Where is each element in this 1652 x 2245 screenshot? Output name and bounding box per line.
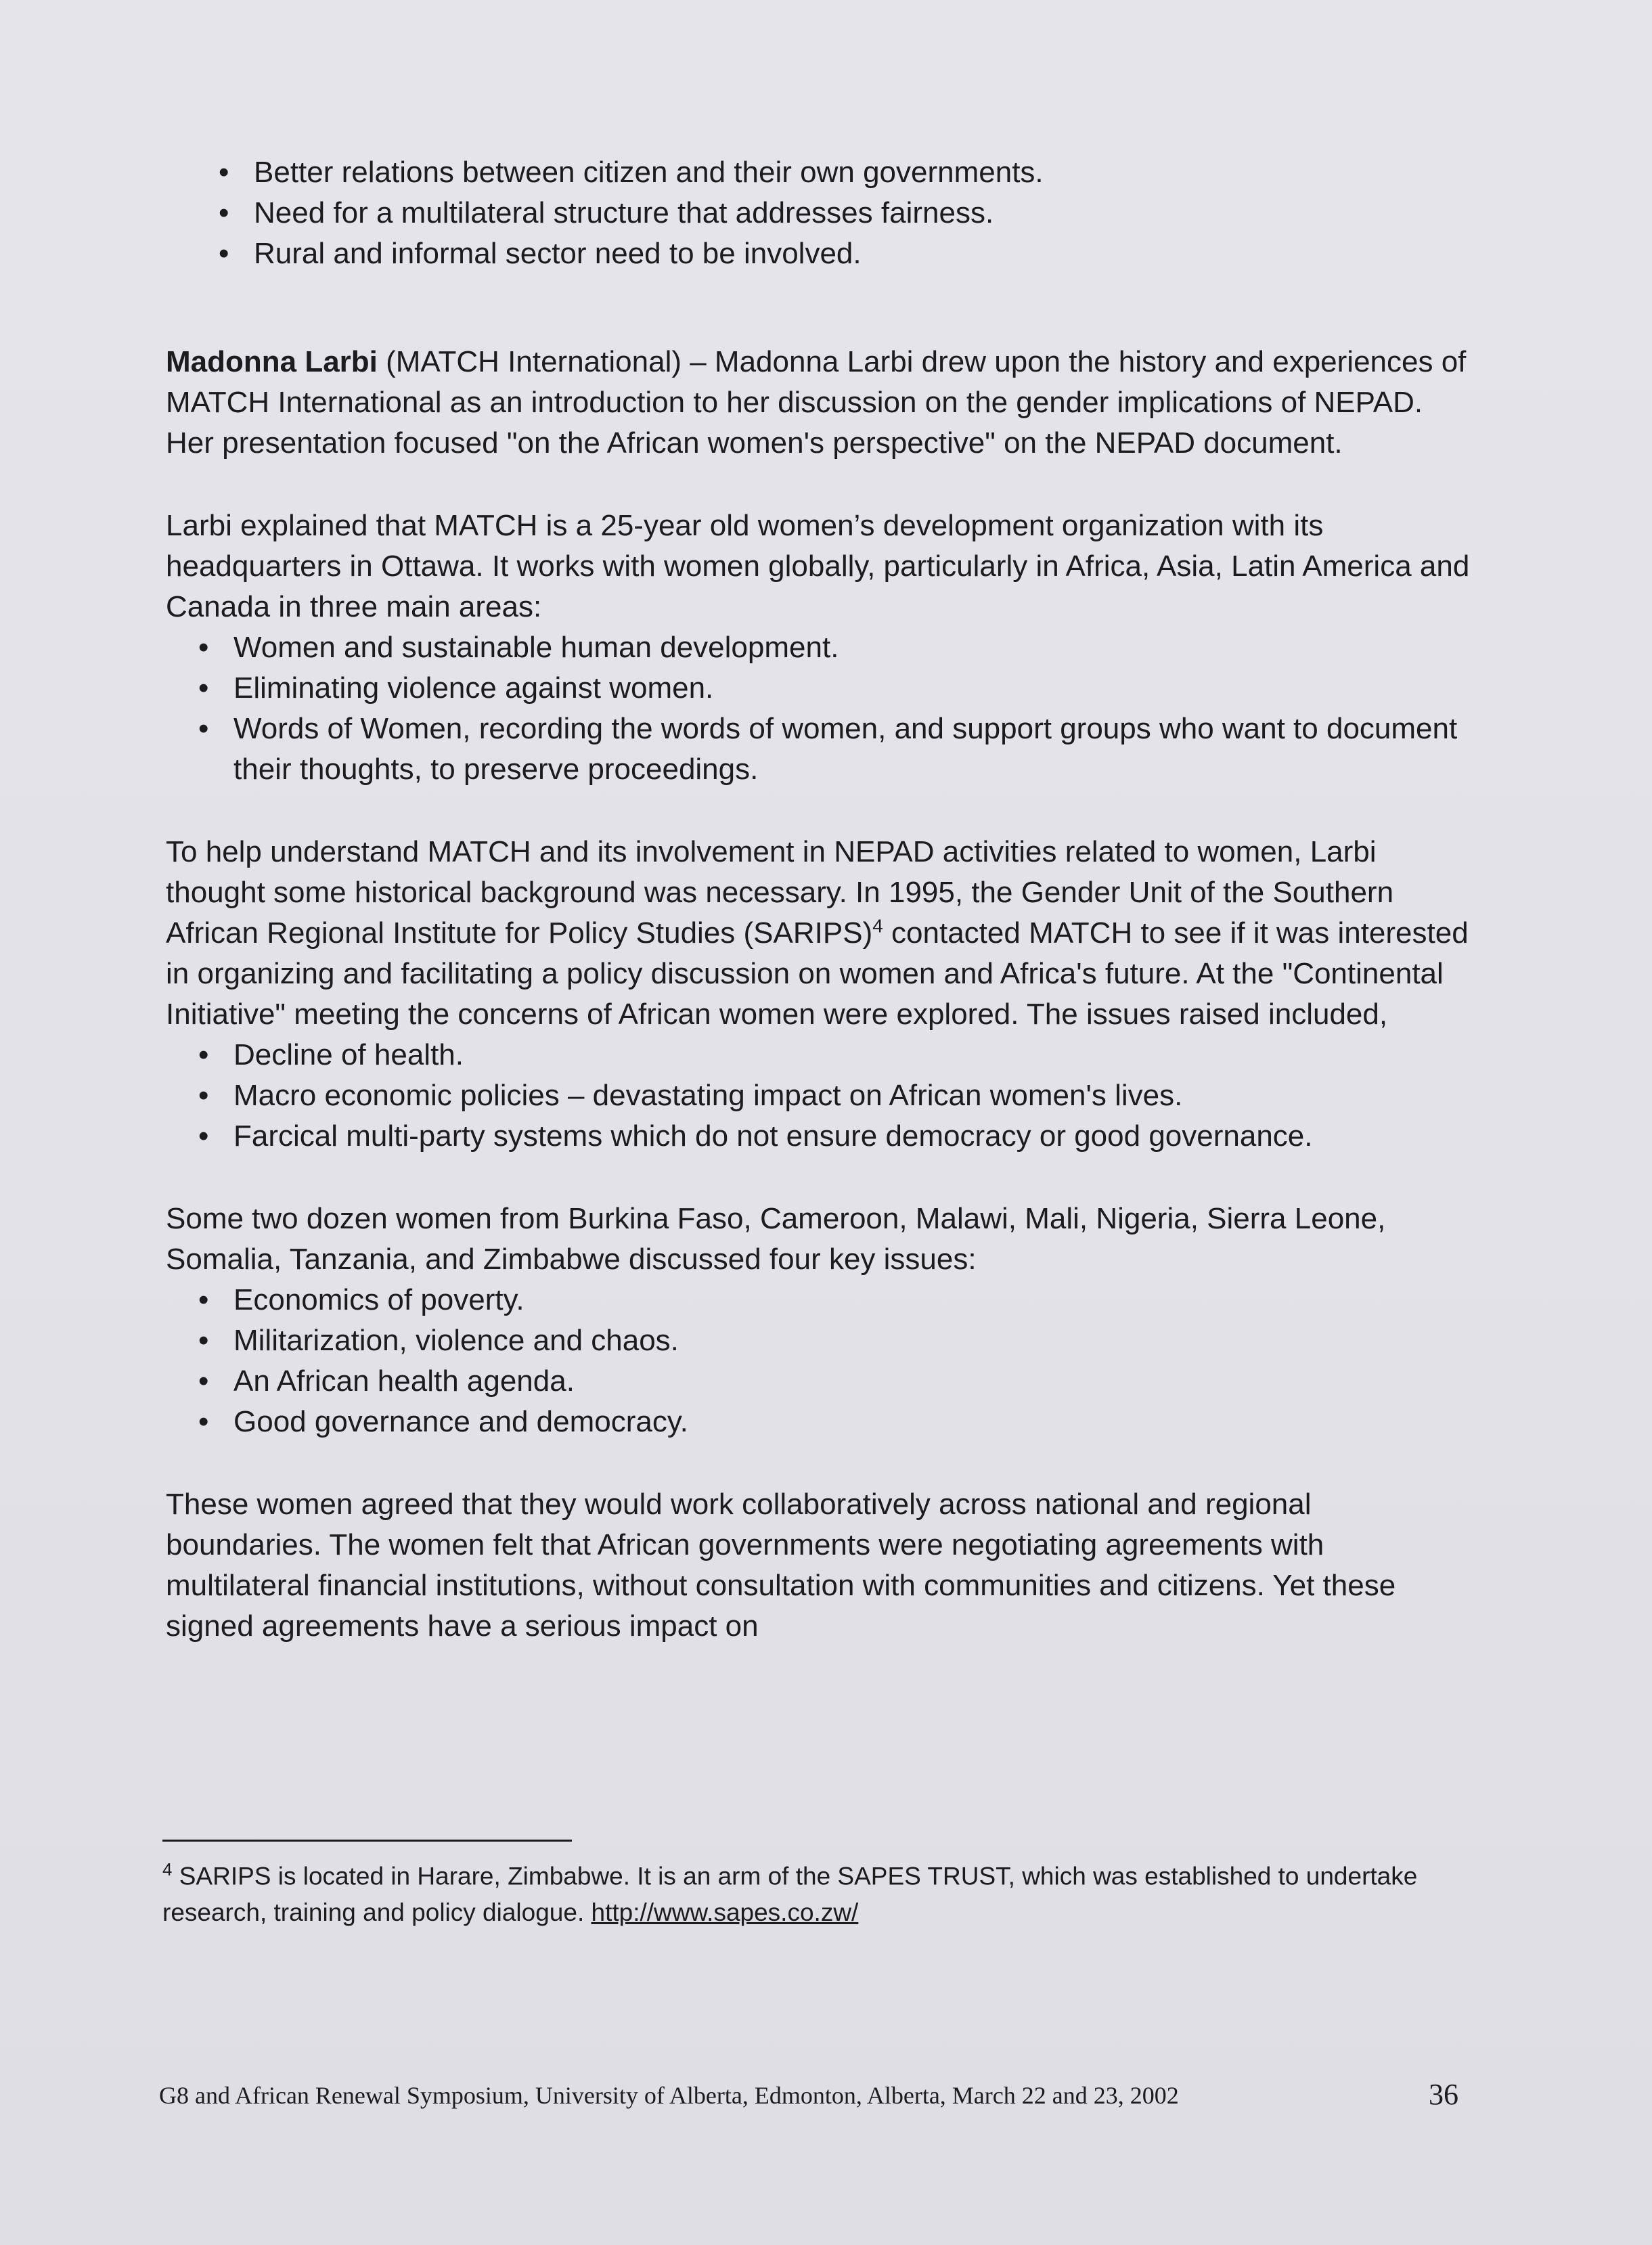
- paragraph-text: To help understand MATCH and its involvement in NEPAD activities related to women, Larbi thought some historical background was necessary. In 1995, the Gender Unit of the Southern African Regional Institute for Policy Studies (SARIPS): [166, 835, 1394, 950]
- list-item-text: Decline of health.: [233, 1038, 464, 1071]
- paragraph-match-overview: Larbi explained that MATCH is a 25-year old women’s development organization with its headquarters in Ottawa. It works with women globally, particularly in Africa, Asia, Latin America and Canada in three main areas:: [166, 509, 1470, 623]
- list-item-text: Rural and informal sector need to be involved.: [254, 237, 862, 270]
- list-item: [179, 627, 1472, 668]
- paragraph-text: contacted MATCH to see if it was interested in organizing and facilitating a policy discussion on women and Africa's future. At the "Continental Initiative" meeting the concerns of African women were explored. The issues raised included,: [166, 916, 1469, 1031]
- page-footer: [159, 2078, 1458, 2111]
- list-item-text: Better relations between citizen and their own governments.: [254, 156, 1044, 189]
- list-item: [200, 234, 1472, 274]
- bullet-icon: •: [198, 712, 209, 745]
- bullet-icon: •: [198, 671, 209, 705]
- footer-citation: G8 and African Renewal Symposium, University of Alberta, Edmonton, Alberta, March 22 and 23, 2002: [159, 2082, 1179, 2109]
- areas-bullet-list: [179, 627, 1472, 790]
- list-item: [179, 709, 1472, 790]
- list-item: [179, 1361, 1472, 1402]
- paragraph-key-issues: Some two dozen women from Burkina Faso, Cameroon, Malawi, Mali, Nigeria, Sierra Leone, Somalia, Tanzania, and Zimbabwe discussed four key issues:: [166, 1202, 1386, 1276]
- bullet-icon: •: [219, 156, 229, 189]
- list-item: [179, 1402, 1472, 1442]
- bullet-icon: •: [198, 1119, 209, 1153]
- footnote-divider: [162, 1840, 572, 1842]
- top-bullet-list: [200, 152, 1472, 274]
- list-item-text: Militarization, violence and chaos.: [233, 1324, 679, 1357]
- bullet-icon: •: [198, 1364, 209, 1398]
- speaker-name: Madonna Larbi: [166, 345, 378, 378]
- list-item-text: Economics of poverty.: [233, 1283, 524, 1316]
- list-item-text: Women and sustainable human development.: [233, 631, 839, 664]
- list-item: [179, 668, 1472, 709]
- list-item: [179, 1035, 1472, 1075]
- bullet-icon: •: [198, 1405, 209, 1438]
- list-item-text: Good governance and democracy.: [233, 1405, 688, 1438]
- paragraph-collaboration: These women agreed that they would work collaboratively across national and regional boundaries. The women felt that African governments were negotiating agreements with multilateral financial institutions, without consultation with communities and citizens. Yet these signed agreements have a serious impact on: [166, 1488, 1396, 1643]
- paragraph-text: (MATCH International) – Madonna Larbi drew upon the history and experiences of MATCH International as an introduction to her discussion on the gender implications of NEPAD. Her presentation focused "on the African women's perspective" on the NEPAD document.: [166, 345, 1467, 460]
- footnote-text: SARIPS is located in Harare, Zimbabwe. It is an arm of the SAPES TRUST, which was established to undertake research, training and policy dialogue.: [162, 1862, 1418, 1927]
- bullet-icon: •: [219, 196, 229, 229]
- footnote-number: 4: [162, 1859, 173, 1880]
- bullet-icon: •: [198, 631, 209, 664]
- list-item-text: An African health agenda.: [233, 1364, 575, 1398]
- issues-bullet-list: [179, 1035, 1472, 1157]
- footnote: [162, 1851, 1448, 1931]
- list-item: [200, 152, 1472, 193]
- paragraph-history: [166, 832, 1472, 1035]
- bullet-icon: •: [198, 1079, 209, 1112]
- list-item-text: Eliminating violence against women.: [233, 671, 714, 705]
- footnote-link[interactable]: http://www.sapes.co.zw/: [591, 1898, 859, 1927]
- list-item: [200, 193, 1472, 234]
- page-number: 36: [1429, 2078, 1458, 2111]
- list-item-text: Need for a multilateral structure that addresses fairness.: [254, 196, 994, 229]
- bullet-icon: •: [198, 1283, 209, 1316]
- list-item-text: Macro economic policies – devastating impact on African women's lives.: [233, 1079, 1183, 1112]
- paragraph-madonna-larbi: [166, 342, 1472, 464]
- bullet-icon: •: [198, 1038, 209, 1071]
- footnote-reference[interactable]: 4: [872, 915, 883, 937]
- main-content: [166, 152, 1472, 1647]
- bullet-icon: •: [219, 237, 229, 270]
- list-item-text: Words of Women, recording the words of women, and support groups who want to document their thoughts, to preserve proceedings.: [233, 712, 1458, 786]
- list-item: [179, 1075, 1472, 1116]
- list-item: [179, 1280, 1472, 1320]
- list-item: [179, 1320, 1472, 1361]
- list-item: [179, 1116, 1472, 1157]
- bullet-icon: •: [198, 1324, 209, 1357]
- key-issues-bullet-list: [179, 1280, 1472, 1442]
- list-item-text: Farcical multi-party systems which do not ensure democracy or good governance.: [233, 1119, 1313, 1153]
